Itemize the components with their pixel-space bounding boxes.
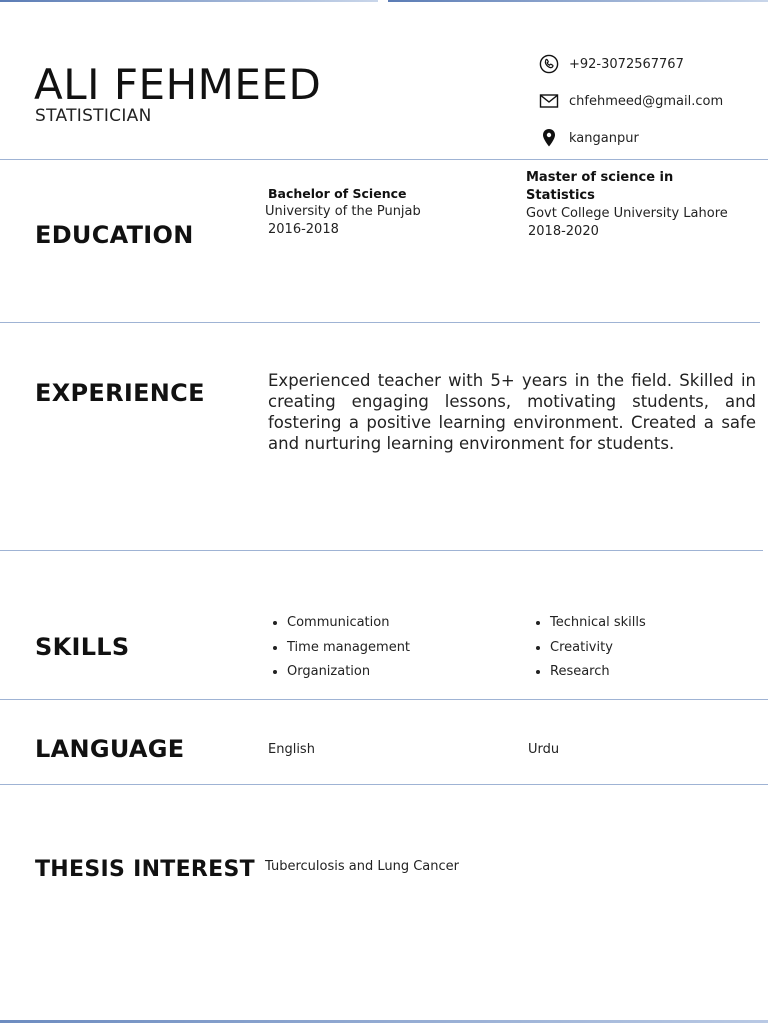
divider-header <box>0 159 768 160</box>
top-rule-right <box>388 0 768 2</box>
divider-experience <box>0 550 763 551</box>
skills-list-right <box>532 611 646 685</box>
skill-item: • Communication <box>287 611 410 636</box>
education-entry-bachelor <box>265 185 421 239</box>
skills-list-left <box>269 611 410 685</box>
skill-item: • Research <box>550 660 646 685</box>
experience-title: EXPERIENCE <box>35 379 205 407</box>
education-title: EDUCATION <box>35 221 194 249</box>
language-item-urdu: Urdu <box>528 742 560 757</box>
divider-education <box>0 322 760 323</box>
divider-skills <box>0 699 768 700</box>
contact-phone <box>538 53 684 75</box>
skill-item: • Time management <box>287 636 410 661</box>
degree-title: Bachelor of Science <box>268 186 407 201</box>
phone-text[interactable]: +92-3072567767 <box>569 56 684 72</box>
candidate-role: STATISTICIAN <box>35 106 152 126</box>
degree-years: 2016-2018 <box>268 222 339 237</box>
location-text: kanganpur <box>569 130 639 146</box>
education-entry-master <box>526 169 728 241</box>
contact-location <box>538 127 639 149</box>
thesis-text: Tuberculosis and Lung Cancer <box>265 859 459 874</box>
degree-years: 2018-2020 <box>528 224 599 239</box>
candidate-name: ALI FEHMEED <box>34 60 322 109</box>
thesis-title: THESIS INTEREST <box>35 857 255 882</box>
email-text[interactable]: chfehmeed@gmail.com <box>569 93 724 109</box>
degree-title-line1: Master of science in <box>526 170 674 185</box>
mail-icon <box>538 90 560 112</box>
skill-item: • Technical skills <box>550 611 646 636</box>
divider-language <box>0 784 768 785</box>
language-item-english: English <box>268 742 315 757</box>
bottom-rule <box>0 1020 768 1023</box>
skills-title: SKILLS <box>35 633 130 661</box>
skill-item: • Creativity <box>550 636 646 661</box>
map-pin-icon <box>538 127 560 149</box>
degree-title-line2: Statistics <box>526 188 595 203</box>
language-title: LANGUAGE <box>35 735 185 763</box>
contact-email <box>538 90 723 112</box>
school-name: Govt College University Lahore <box>526 206 728 221</box>
top-rule-left <box>0 0 378 2</box>
experience-description: Experienced teacher with 5+ years in the field. Skilled in creating engaging lessons, motivating students, and fostering a positive learning environment. Created a safe and nurturing learning environment for students. <box>268 371 756 453</box>
phone-icon <box>538 53 560 75</box>
school-name: University of the Punjab <box>265 204 421 219</box>
skill-item: • Organization <box>287 660 410 685</box>
